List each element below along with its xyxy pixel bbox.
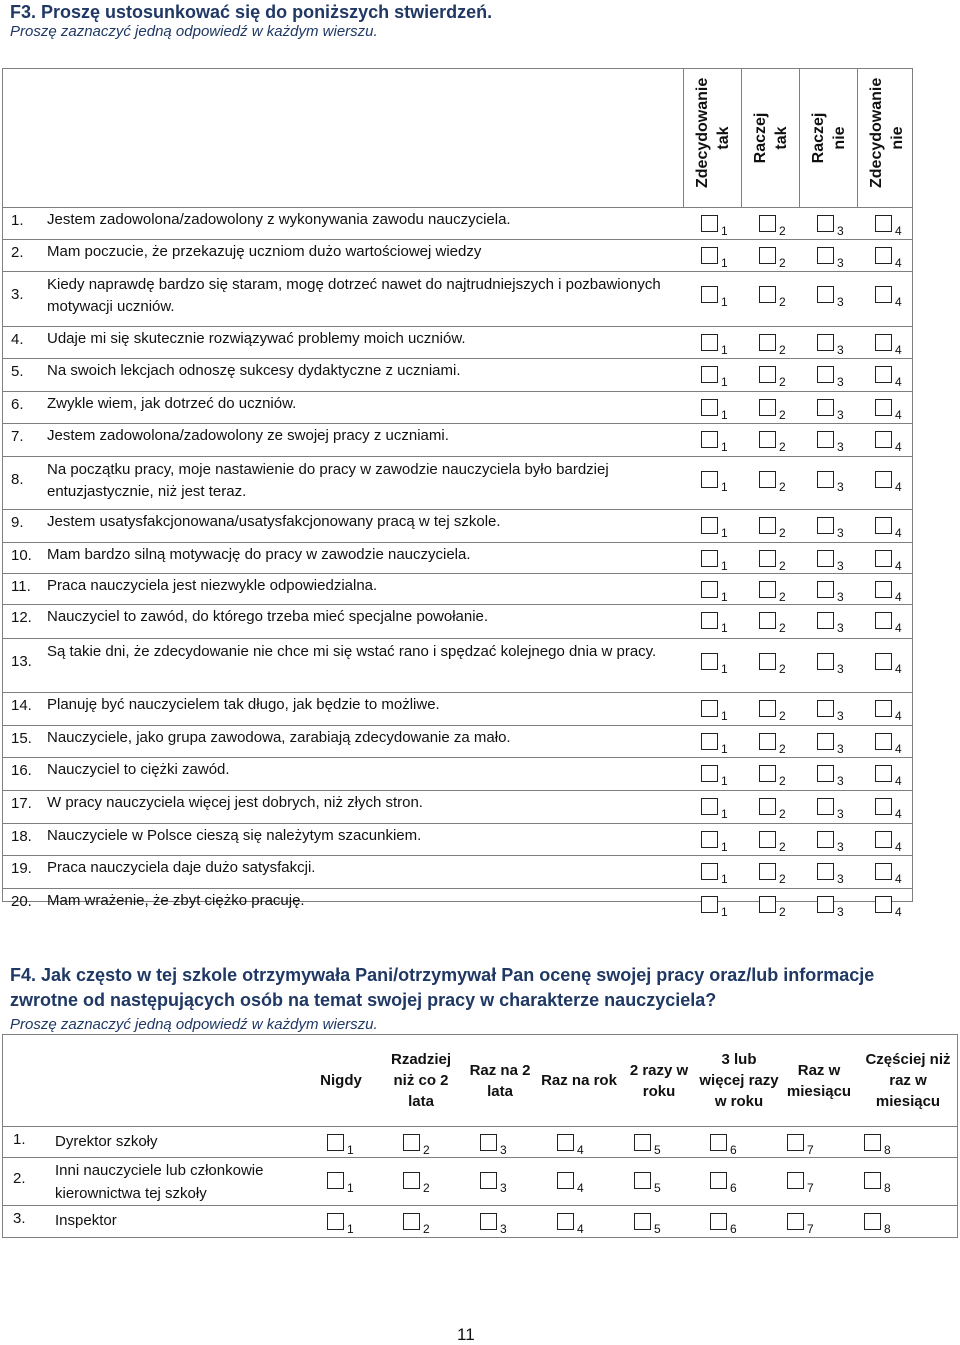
table-row [3,1205,957,1237]
checkbox[interactable] [634,1172,651,1189]
option-number: 5 [654,1143,661,1157]
checkbox[interactable] [634,1213,651,1230]
option-number: 3 [837,559,844,573]
f4-col-header: 2 razy w roku [629,1061,689,1100]
checkbox[interactable] [701,653,718,670]
option-number: 4 [895,295,902,309]
table-row [3,757,912,790]
option-number: 2 [779,590,786,604]
table-row [3,604,912,638]
table-row [3,542,912,573]
option-number: 6 [730,1143,737,1157]
table-row [3,725,912,757]
option-number: 2 [779,905,786,919]
row-number: 3. [11,286,24,303]
option-number: 3 [837,375,844,389]
row-statement: Nauczyciel to ciężki zawód. [47,761,230,778]
checkbox[interactable] [557,1172,574,1189]
row-statement: Udaje mi się skutecznie rozwiązywać problemy moich uczniów. [47,330,466,347]
checkbox[interactable] [759,399,776,416]
option-number: 2 [779,440,786,454]
row-number: 14. [11,697,32,714]
option-number: 5 [654,1181,661,1195]
row-number: 13. [11,653,32,670]
table-row [3,423,912,456]
row-label: Dyrektor szkoły [55,1133,158,1150]
row-number: 3. [13,1210,26,1227]
option-number: 3 [837,742,844,756]
option-number: 1 [721,621,728,635]
option-number: 7 [807,1181,814,1195]
row-number: 15. [11,730,32,747]
option-number: 2 [779,480,786,494]
checkbox[interactable] [875,431,892,448]
option-number: 2 [779,526,786,540]
option-number: 3 [837,590,844,604]
f4-table [2,1034,958,1238]
table-row [3,207,912,239]
option-number: 2 [779,295,786,309]
checkbox[interactable] [875,366,892,383]
option-number: 1 [721,295,728,309]
checkbox[interactable] [875,517,892,534]
checkbox[interactable] [557,1213,574,1230]
option-number: 1 [721,343,728,357]
checkbox[interactable] [759,550,776,567]
option-number: 8 [884,1181,891,1195]
checkbox[interactable] [817,798,834,815]
option-number: 1 [721,662,728,676]
option-number: 3 [837,840,844,854]
checkbox[interactable] [701,896,718,913]
checkbox[interactable] [875,798,892,815]
option-number: 2 [779,872,786,886]
checkbox[interactable] [759,215,776,232]
option-number: 1 [721,807,728,821]
row-number: 5. [11,363,24,380]
checkbox[interactable] [875,831,892,848]
option-number: 6 [730,1222,737,1236]
option-number: 4 [895,480,902,494]
checkbox[interactable] [875,286,892,303]
checkbox[interactable] [701,863,718,880]
option-number: 1 [721,840,728,854]
checkbox[interactable] [875,733,892,750]
option-number: 1 [721,774,728,788]
checkbox[interactable] [875,247,892,264]
option-number: 3 [837,295,844,309]
option-number: 4 [895,621,902,635]
checkbox[interactable] [759,247,776,264]
table-row [3,358,912,391]
checkbox[interactable] [701,700,718,717]
table-row [3,692,912,725]
option-number: 7 [807,1222,814,1236]
checkbox[interactable] [875,471,892,488]
option-number: 3 [500,1181,507,1195]
checkbox[interactable] [710,1134,727,1151]
option-number: 3 [837,408,844,422]
option-number: 4 [895,709,902,723]
table-row [3,638,912,692]
checkbox[interactable] [875,581,892,598]
f4-col-header: Raz na 2 lata [469,1061,531,1100]
row-number: 19. [11,860,32,877]
option-number: 1 [721,440,728,454]
option-number: 1 [721,480,728,494]
row-statement: Mam poczucie, że przekazuję uczniom dużo wartościowej wiedzy [47,243,482,260]
table-row [3,239,912,271]
option-number: 2 [779,343,786,357]
table-row [3,888,912,919]
checkbox[interactable] [759,831,776,848]
checkbox[interactable] [701,733,718,750]
row-number: 1. [13,1131,26,1148]
table-row [3,1157,957,1205]
option-number: 4 [895,559,902,573]
checkbox[interactable] [875,765,892,782]
checkbox[interactable] [875,215,892,232]
option-number: 2 [779,742,786,756]
checkbox[interactable] [817,765,834,782]
checkbox[interactable] [759,653,776,670]
option-number: 1 [721,526,728,540]
option-number: 2 [423,1181,430,1195]
row-statement: Mam wrażenie, że zbyt ciężko pracuję. [47,892,305,909]
option-number: 4 [895,872,902,886]
checkbox[interactable] [759,366,776,383]
option-number: 4 [895,408,902,422]
checkbox[interactable] [701,517,718,534]
checkbox[interactable] [817,831,834,848]
option-number: 2 [779,662,786,676]
f3-table [2,68,913,919]
row-number: 10. [11,547,32,564]
checkbox[interactable] [759,765,776,782]
checkbox[interactable] [403,1134,420,1151]
row-number: 2. [11,244,24,261]
checkbox[interactable] [817,581,834,598]
checkbox[interactable] [634,1134,651,1151]
option-number: 3 [837,774,844,788]
option-number: 8 [884,1143,891,1157]
f4-col-header: Raz w miesiącu [786,1061,852,1100]
option-number: 5 [654,1222,661,1236]
checkbox[interactable] [759,471,776,488]
option-number: 3 [500,1143,507,1157]
page-number: 11 [457,1325,475,1344]
option-number: 4 [895,742,902,756]
f4-col-header: Rzadziej niż co 2 lata [390,1051,451,1110]
checkbox[interactable] [701,431,718,448]
row-statement: Praca nauczyciela jest niezwykle odpowiedzialna. [47,577,378,594]
checkbox[interactable] [701,550,718,567]
checkbox[interactable] [817,896,834,913]
checkbox[interactable] [817,733,834,750]
option-number: 3 [837,709,844,723]
option-number: 2 [779,375,786,389]
row-statement: Nauczyciele, jako grupa zawodowa, zarabiają zdecydowanie za mało. [47,729,511,746]
row-number: 17. [11,795,32,812]
checkbox[interactable] [817,334,834,351]
f3-col-header-0: Zdecydowanie tak [683,69,741,207]
checkbox[interactable] [864,1172,881,1189]
checkbox[interactable] [759,431,776,448]
checkbox[interactable] [759,581,776,598]
checkbox[interactable] [710,1172,727,1189]
checkbox[interactable] [875,896,892,913]
option-number: 3 [837,256,844,270]
checkbox[interactable] [817,286,834,303]
option-number: 4 [895,590,902,604]
row-number: 1. [11,212,24,229]
option-number: 4 [895,774,902,788]
row-number: 18. [11,828,32,845]
table-row [3,391,912,423]
table-row [3,509,912,542]
row-label: Inni nauczyciele lub członkowie kierownictwa tej szkoły [55,1162,264,1202]
option-number: 4 [895,807,902,821]
option-number: 3 [837,662,844,676]
option-number: 1 [721,408,728,422]
row-label: Inspektor [55,1212,117,1229]
table-row [3,823,912,855]
f4-col-header: Częściej niż raz w miesiącu [865,1051,951,1110]
checkbox[interactable] [817,431,834,448]
option-number: 2 [779,840,786,854]
checkbox[interactable] [759,700,776,717]
option-number: 4 [577,1181,584,1195]
checkbox[interactable] [759,334,776,351]
option-number: 3 [837,440,844,454]
checkbox[interactable] [875,334,892,351]
row-number: 16. [11,762,32,779]
option-number: 4 [895,662,902,676]
option-number: 4 [895,440,902,454]
checkbox[interactable] [787,1134,804,1151]
option-number: 4 [895,256,902,270]
checkbox[interactable] [864,1134,881,1151]
checkbox[interactable] [875,399,892,416]
table-row [3,326,912,358]
row-statement: Mam bardzo silną motywację do pracy w zawodzie nauczyciela. [47,546,471,563]
checkbox[interactable] [701,286,718,303]
table-row [3,790,912,823]
row-number: 4. [11,331,24,348]
checkbox[interactable] [759,798,776,815]
checkbox[interactable] [701,399,718,416]
row-number: 11. [11,578,31,595]
row-number: 2. [13,1170,26,1187]
checkbox[interactable] [759,896,776,913]
option-number: 6 [730,1181,737,1195]
checkbox[interactable] [875,550,892,567]
row-statement: Kiedy naprawdę bardzo się staram, mogę dotrzeć nawet do najtrudniejszych i pozbawionych motywacji uczniów. [47,276,661,315]
f4-col-header: Raz na rok [541,1072,617,1089]
checkbox[interactable] [480,1172,497,1189]
option-number: 2 [423,1222,430,1236]
checkbox[interactable] [701,215,718,232]
checkbox[interactable] [701,798,718,815]
checkbox[interactable] [701,247,718,264]
option-number: 3 [837,526,844,540]
checkbox[interactable] [817,517,834,534]
checkbox[interactable] [875,612,892,629]
option-number: 2 [779,807,786,821]
checkbox[interactable] [480,1213,497,1230]
option-number: 4 [577,1143,584,1157]
row-statement: W pracy nauczyciela więcej jest dobrych, niż złych stron. [47,794,423,811]
checkbox[interactable] [759,286,776,303]
checkbox[interactable] [864,1213,881,1230]
option-number: 2 [423,1143,430,1157]
option-number: 2 [779,256,786,270]
option-number: 4 [895,375,902,389]
row-statement: Na początku pracy, moje nastawienie do pracy w zawodzie nauczyciela było bardziej entuzjastycznie, niż jest teraz. [47,461,609,500]
row-statement: Jestem usatysfakcjonowana/usatysfakcjonowany pracą w tej szkole. [47,513,501,530]
table-row [3,1126,957,1157]
checkbox[interactable] [817,612,834,629]
table-row [3,573,912,604]
checkbox[interactable] [701,831,718,848]
option-number: 1 [721,872,728,886]
f4-col-header: Nigdy [320,1072,362,1089]
checkbox[interactable] [759,733,776,750]
row-statement: Zwykle wiem, jak dotrzeć do uczniów. [47,395,297,412]
checkbox[interactable] [787,1172,804,1189]
option-number: 4 [577,1222,584,1236]
checkbox[interactable] [480,1134,497,1151]
row-statement: Planuję być nauczycielem tak długo, jak będzie to możliwe. [47,696,440,713]
checkbox[interactable] [817,471,834,488]
option-number: 3 [500,1222,507,1236]
checkbox[interactable] [701,366,718,383]
f3-col-header-2: Raczej nie [799,69,857,207]
checkbox[interactable] [403,1213,420,1230]
checkbox[interactable] [701,471,718,488]
row-number: 6. [11,396,24,413]
table-row [3,456,912,509]
f3-instruction: Proszę zaznaczyć jedną odpowiedź w każdym wierszu. [10,23,378,40]
option-number: 2 [779,709,786,723]
row-statement: Praca nauczyciela daje dużo satysfakcji. [47,859,316,876]
checkbox[interactable] [759,517,776,534]
option-number: 7 [807,1143,814,1157]
option-number: 3 [837,480,844,494]
checkbox[interactable] [817,399,834,416]
option-number: 4 [895,343,902,357]
row-number: 12. [11,609,32,626]
checkbox[interactable] [817,550,834,567]
option-number: 1 [721,905,728,919]
option-number: 1 [347,1143,354,1157]
checkbox[interactable] [875,863,892,880]
option-number: 2 [779,224,786,238]
row-statement: Jestem zadowolona/zadowolony z wykonywania zawodu nauczyciela. [47,211,511,228]
option-number: 3 [837,872,844,886]
option-number: 3 [837,224,844,238]
option-number: 1 [721,709,728,723]
f3-col-header-1: Raczej tak [741,69,799,207]
f3-title: F3. Proszę ustosunkować się do poniższych stwierdzeń. [10,2,493,22]
option-number: 4 [895,526,902,540]
option-number: 1 [721,742,728,756]
option-number: 1 [721,375,728,389]
checkbox[interactable] [817,653,834,670]
option-number: 1 [721,256,728,270]
option-number: 1 [347,1222,354,1236]
option-number: 2 [779,408,786,422]
table-row [3,271,912,326]
checkbox[interactable] [759,863,776,880]
checkbox[interactable] [817,700,834,717]
f3-col-header-3: Zdecydowanie nie [857,69,915,207]
option-number: 2 [779,559,786,573]
row-statement: Jestem zadowolona/zadowolony ze swojej pracy z uczniami. [47,427,449,444]
checkbox[interactable] [817,366,834,383]
option-number: 3 [837,621,844,635]
checkbox[interactable] [701,765,718,782]
checkbox[interactable] [817,863,834,880]
checkbox[interactable] [787,1213,804,1230]
checkbox[interactable] [327,1213,344,1230]
option-number: 1 [721,590,728,604]
option-number: 1 [721,559,728,573]
f4-title: F4. Jak często w tej szkole otrzymywała Pani/otrzymywał Pan ocenę swojej pracy oraz/lub informacje zwrotne od następujących osób na temat swojej pracy w charakterze nauczyciela? [10,965,875,1010]
checkbox[interactable] [710,1213,727,1230]
checkbox[interactable] [817,215,834,232]
checkbox[interactable] [817,247,834,264]
row-number: 7. [11,428,24,445]
option-number: 3 [837,905,844,919]
checkbox[interactable] [327,1172,344,1189]
row-statement: Nauczyciel to zawód, do którego trzeba mieć specjalne powołanie. [47,608,489,625]
checkbox[interactable] [759,612,776,629]
option-number: 4 [895,905,902,919]
checkbox[interactable] [327,1134,344,1151]
row-number: 9. [11,514,24,531]
checkbox[interactable] [875,700,892,717]
option-number: 1 [347,1181,354,1195]
row-statement: Nauczyciele w Polsce cieszą się należytym szacunkiem. [47,827,422,844]
checkbox[interactable] [701,581,718,598]
f4-col-header: 3 lub więcej razy w roku [699,1051,779,1110]
checkbox[interactable] [701,334,718,351]
option-number: 8 [884,1222,891,1236]
option-number: 3 [837,807,844,821]
table-row [3,855,912,888]
option-number: 3 [837,343,844,357]
row-number: 20. [11,893,32,910]
checkbox[interactable] [403,1172,420,1189]
checkbox[interactable] [557,1134,574,1151]
f4-instruction: Proszę zaznaczyć jedną odpowiedź w każdym wierszu. [10,1016,378,1033]
option-number: 4 [895,840,902,854]
option-number: 1 [721,224,728,238]
row-statement: Na swoich lekcjach odnoszę sukcesy dydaktyczne z uczniami. [47,362,461,379]
row-statement: Są takie dni, że zdecydowanie nie chce mi się wstać rano i spędzać kolejnego dnia w pracy. [47,643,657,660]
option-number: 2 [779,774,786,788]
checkbox[interactable] [875,653,892,670]
row-number: 8. [11,471,24,488]
option-number: 4 [895,224,902,238]
checkbox[interactable] [701,612,718,629]
option-number: 2 [779,621,786,635]
